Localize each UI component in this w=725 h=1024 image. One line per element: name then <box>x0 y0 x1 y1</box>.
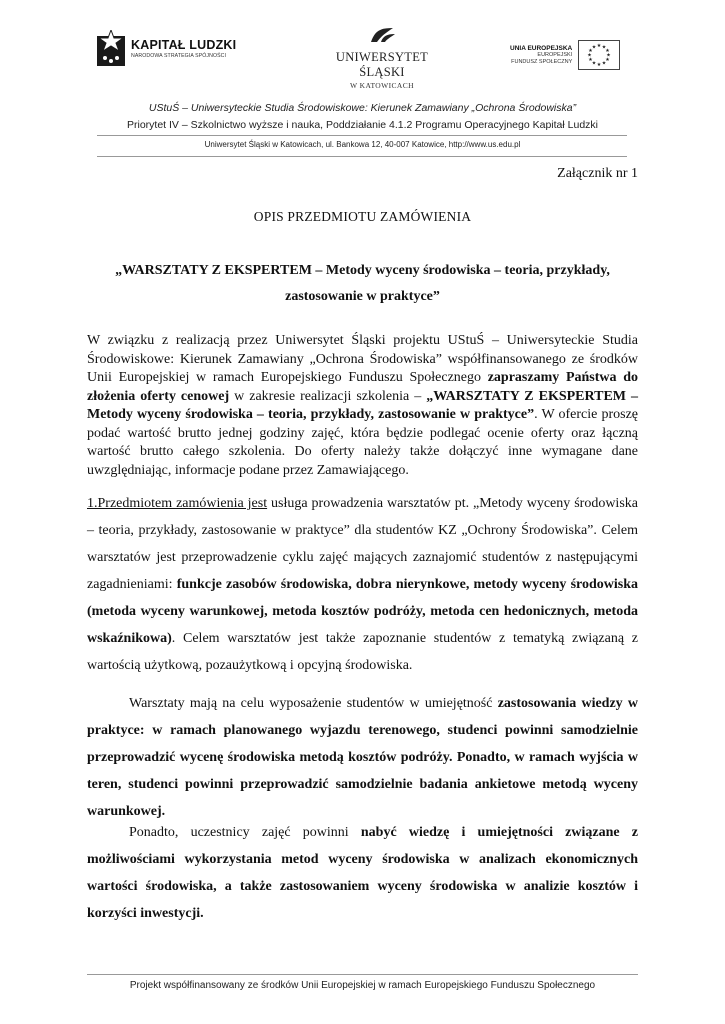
para4-text-a: Ponadto, uczestnicy zajęć powinni <box>129 825 361 840</box>
para2-bold-topics: funkcje zasobów środowiska, dobra nierynkowe, metody wyceny środowiska (metoda wyceny warunkowej, metoda kosztów podróży, metoda cen hedonicznych, metoda wskaźnikowa) <box>87 577 638 646</box>
para2-text-b: usługa prowadzenia warsztatów pt. „Metody wyceny środowiska – teoria, przykłady, zastosowanie w praktyce” dla studentów KZ „Ochrony Środowiska”. Celem warsztatów jest przeprowadzenie cyklu zajęć mających zaznajomić studentów z następującymi zagadnieniami: <box>87 496 638 592</box>
document-title: OPIS PRZEDMIOTU ZAMÓWIENIA <box>253 209 472 224</box>
para1-bold-invite: zapraszamy Państwa do złożenia oferty cenowej <box>87 370 638 404</box>
kapital-ludzki-emblem-icon <box>97 30 125 66</box>
subject-paragraph <box>87 490 638 679</box>
document-subject: „WARSZTATY Z EKSPERTEM – Metody wyceny środowiska – teoria, przykłady, zastosowanie w praktyce” <box>115 263 610 304</box>
para1-text-e: . W ofercie proszę podać wartość brutto jednej godziny zajęć, która będzie podlegać ocenie oferty oraz łączną wartość brutto całego szkolenia. Do oferty należy także dołączyć inne wymagane dane uwzględniając, informacje podane przez Zamawiającego. <box>87 407 638 478</box>
svg-text:★: ★ <box>602 44 607 51</box>
intro-paragraph <box>87 332 638 480</box>
header-divider-2 <box>97 156 627 157</box>
us-location: W KATOWICACH <box>350 81 414 90</box>
project-line: UStuŚ – Uniwersyteckie Studia Środowiskowe: Kierunek Zamawiany „Ochrona Środowiska” <box>148 102 577 114</box>
header-logos <box>0 26 725 90</box>
svg-text:★: ★ <box>605 57 610 63</box>
eu-line3: FUNDUSZ SPOŁECZNY <box>511 58 573 65</box>
goals-paragraph <box>87 690 638 825</box>
header-divider <box>97 135 627 136</box>
priority-line: Priorytet IV – Szkolnictwo wyższe i nauka, Poddziałanie 4.1.2 Programu Operacyjnego Kapitał Ludzki <box>127 119 598 131</box>
svg-text:★: ★ <box>597 62 602 68</box>
para1-bold-title: „WARSZTATY Z EKSPERTEM – Metody wyceny środowiska – teoria, przykłady, zastosowanie w praktyce” <box>87 388 639 422</box>
kapital-ludzki-name: KAPITAŁ LUDZKI <box>131 37 237 52</box>
svg-text:★: ★ <box>605 48 610 54</box>
svg-text:★: ★ <box>588 57 593 63</box>
kapital-ludzki-logo <box>97 30 236 66</box>
uniwersytet-slaski-logo <box>312 26 452 90</box>
address-line: Uniwersytet Śląski w Katowicach, ul. Bankowa 12, 40-007 Katowice, http://www.us.edu.pl <box>204 140 521 149</box>
svg-text:★: ★ <box>587 52 592 59</box>
svg-text:★: ★ <box>606 52 611 59</box>
eu-flag-icon <box>578 40 620 70</box>
svg-text:★: ★ <box>588 48 593 54</box>
para4-bold: nabyć wiedzę i umiejętności związane z możliwościami wykorzystania metod wyceny środowiska w analizach ekonomicznych wartości środowiska, a także zastosowaniem wyceny środowiska w analizie kosztów i korzyści inwestycji. <box>87 825 638 921</box>
svg-text:★: ★ <box>592 44 597 51</box>
para1-text-a: W związku z realizacją przez Uniwersytet Śląski projektu UStuŚ – Uniwersyteckie Studia Środowiskowe: Kierunek Zamawiany „Ochrona Środowiska” współfinansowanego ze środków Unii Europejskiej w ramach Europejskiego Funduszu Społecznego <box>87 333 638 385</box>
us-emblem-icon <box>367 26 397 44</box>
us-name: UNIWERSYTET ŚLĄSKI <box>335 50 429 79</box>
para2-text-d: . Celem warsztatów jest także zapoznanie studentów z tematyką związaną z wartością użytkową, pozaużytkową i opcyjną środowiska. <box>87 631 638 673</box>
para3-bold: zastosowania wiedzy w praktyce: w ramach planowanego wyjazdu terenowego, studenci powinni samodzielnie przeprowadzić wycenę środowiska metodą kosztów podróży. Ponadto, w ramach wyjścia w teren, studenci powinni przeprowadzić samodzielnie badania ankietowe metodą wyceny warunkowej. <box>87 696 638 819</box>
para3-text-a: Warsztaty mają na celu wyposażenie studentów w umiejętność <box>129 696 498 711</box>
svg-text:★: ★ <box>592 60 597 67</box>
kapital-ludzki-tagline: NARODOWA STRATEGIA SPÓJNOŚCI <box>131 52 227 59</box>
attachment-label: Załącznik nr 1 <box>557 166 638 181</box>
para2-underlined: 1.Przedmiotem zamówienia jest <box>87 496 268 511</box>
skills-paragraph <box>87 819 638 927</box>
para1-text-c: w zakresie realizacji szkolenia – <box>229 388 427 404</box>
eu-logo <box>510 40 620 70</box>
footer-divider <box>87 974 638 975</box>
footer-text: Projekt współfinansowany ze środków Unii Europejskiej w ramach Europejskiego Funduszu Społecznego <box>129 980 596 991</box>
svg-text:★: ★ <box>602 60 607 67</box>
eu-line2: EUROPEJSKI <box>537 51 573 58</box>
eu-line1: UNIA EUROPEJSKA <box>510 44 573 52</box>
svg-text:★: ★ <box>597 43 602 49</box>
